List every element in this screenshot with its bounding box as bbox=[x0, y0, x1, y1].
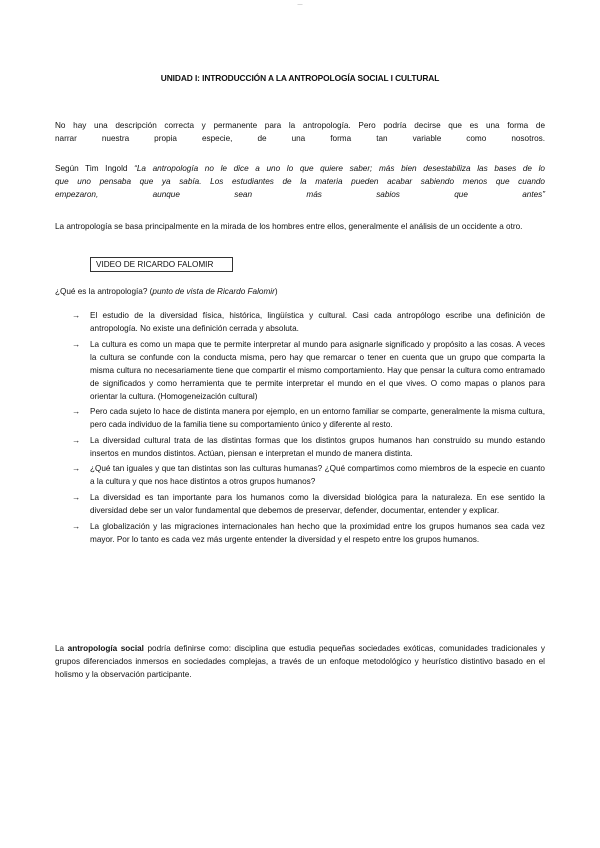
intro-line-1: No hay una descripción correcta y permanente para la antropología. Pero podría decirse que es una forma de bbox=[55, 121, 545, 130]
list-item-text: La diversidad es tan importante para los humanos como la diversidad biológica para la naturaleza. En ese sentido la diversidad debe ser un valor fundamental que debemos de preservar, defender, documentar, entender y explicar. bbox=[90, 492, 545, 515]
question-text: ¿Qué es la antropología? ( bbox=[55, 287, 153, 296]
ingold-line-2 bbox=[55, 175, 545, 188]
definition-bullet-list bbox=[55, 309, 545, 548]
arrow-right-icon: → bbox=[72, 492, 81, 502]
ingold-quote-part-3: empezaron, aunque sean más sabios que antes” bbox=[55, 190, 545, 199]
ingold-line-1 bbox=[55, 162, 545, 175]
list-item-text: Pero cada sujeto lo hace de distinta manera por ejemplo, en un entorno familiar se comparte, generalmente la misma cultura, pero cada individuo de la familia tiene su comportamiento único y diferente al resto. bbox=[90, 407, 545, 430]
document-title: UNIDAD I: INTRODUCCIÓN A LA ANTROPOLOGÍA SOCIAL I CULTURAL bbox=[160, 73, 440, 83]
ingold-line-3 bbox=[55, 188, 545, 201]
list-item bbox=[55, 309, 545, 335]
question-heading bbox=[55, 285, 545, 298]
list-item bbox=[55, 405, 545, 431]
list-item-text: La cultura es como un mapa que te permite interpretar al mundo para asignarle significado y propósito a las cosas. A veces la cultura se confunde con la conducta misma, pero hay que remarcar o tener en cuenta que un grupo que comparta la misma cultura no necesariamente tiene que compartir el mismo comportamiento. Hay que pensar la cultura como entramado de significados y como herramienta que te permite interpretar el mundo en el que vives. O como mapas o planos para orientar la cultura. (Homogeneización cultural) bbox=[90, 339, 545, 401]
arrow-right-icon: → bbox=[72, 311, 81, 320]
gaze-paragraph: La antropología se basa principalmente en la mirada de los hombres entre ellos, generalmente el análisis de un occidente a otro. bbox=[55, 222, 523, 231]
video-label-box: VIDEO DE RICARDO FALOMIR bbox=[90, 257, 233, 272]
social-anthropology-definition bbox=[55, 642, 545, 681]
arrow-right-icon: → bbox=[72, 521, 81, 531]
ingold-intro: Según Tim Ingold bbox=[55, 164, 135, 173]
list-item bbox=[55, 462, 545, 488]
list-item-text: La diversidad cultural trata de las distintas formas que los distintos grupos humanos han construido su mundo estando insertos en mundos distintos. Actúan, piensan e interpretan el mundo de manera distinta. bbox=[90, 435, 545, 458]
arrow-right-icon: → bbox=[72, 464, 81, 474]
arrow-right-icon: → bbox=[72, 435, 81, 445]
page-header-mark: — bbox=[297, 2, 303, 8]
ingold-quote-paragraph bbox=[55, 162, 545, 201]
list-item bbox=[55, 338, 545, 403]
list-item-text: ¿Qué tan iguales y que tan distintas son las culturas humanas? ¿Qué compartimos como miembros de la especie en cuanto a la cultura y que nos hace distintos a otros grupos humanos? bbox=[90, 464, 545, 487]
definition-term: antropología social bbox=[67, 644, 144, 653]
definition-lead: La bbox=[55, 644, 68, 653]
list-item bbox=[55, 491, 545, 517]
arrow-right-icon: → bbox=[72, 339, 81, 349]
intro-paragraph bbox=[55, 119, 545, 145]
list-item-text: El estudio de la diversidad física, histórica, lingüística y cultural. Casi cada antropólogo escribe una definición de antropología. No existe una definición cerrada y absoluta. bbox=[90, 311, 545, 333]
list-item bbox=[55, 520, 545, 546]
question-italic: punto de vista de Ricardo Falomir bbox=[152, 287, 275, 296]
list-item bbox=[55, 434, 545, 460]
question-close: ) bbox=[274, 287, 278, 296]
definition-rest: podría definirse como: disciplina que estudia pequeñas sociedades exóticas, comunidades tradicionales y grupos diferenciados inmersos en sociedades complejas, a través de un enfoque metodológico y heurístico distintivo basado en el holismo y la observación participante. bbox=[55, 644, 545, 679]
arrow-right-icon: → bbox=[72, 407, 81, 417]
intro-line-2: narrar nuestra propia especie, de una forma tan variable como nosotros. bbox=[55, 134, 545, 143]
list-item-text: La globalización y las migraciones internacionales han hecho que la proximidad entre los grupos humanos sea cada vez mayor. Por lo tanto es cada vez más urgente entender la diversidad y el respeto entre los grupos humanos. bbox=[90, 521, 545, 544]
ingold-quote-part-1: “La antropología no le dice a uno lo que quiere saber; más bien desestabiliza las bases de lo bbox=[134, 164, 545, 173]
ingold-quote-part-2: que uno pensaba que ya sabía. Los estudiantes de la materia pueden acabar sabiendo menos que cuando bbox=[55, 177, 545, 186]
